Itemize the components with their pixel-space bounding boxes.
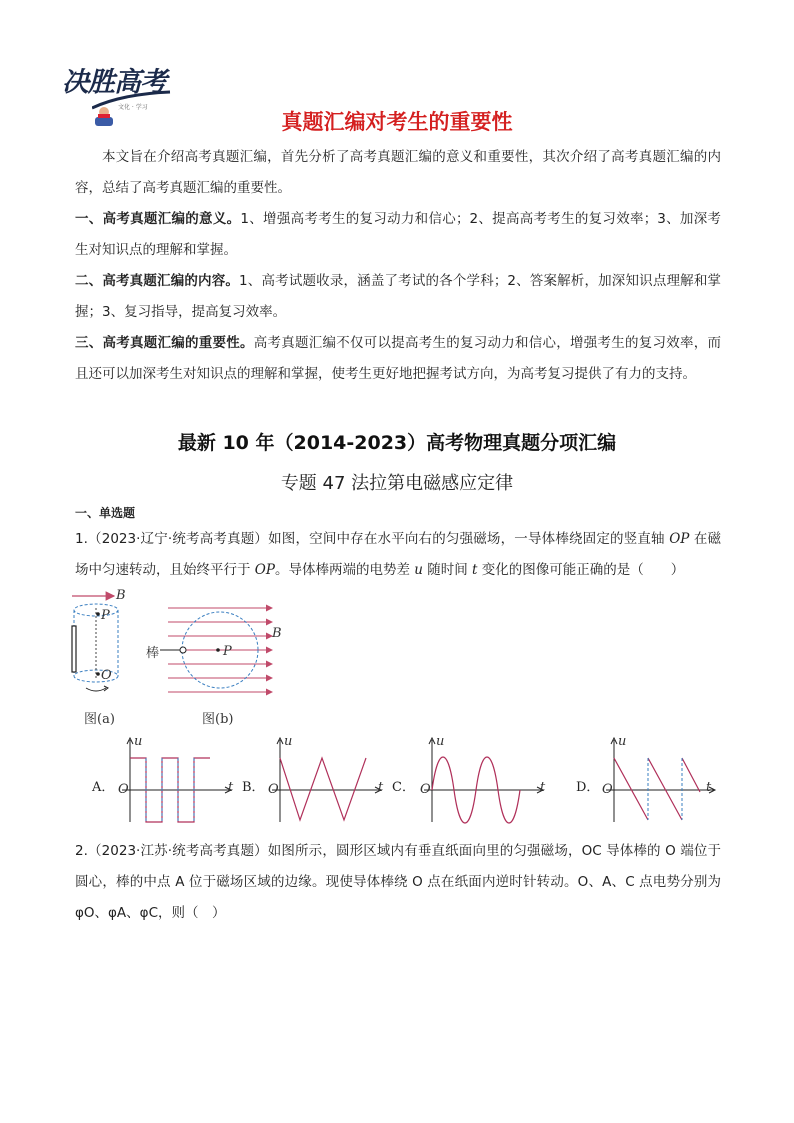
option-b-u: u [284, 734, 293, 749]
option-c-t: t [540, 780, 546, 795]
option-a-graph [112, 736, 236, 826]
point-3-head: 三、高考真题汇编的重要性。 [75, 335, 254, 351]
option-a-label[interactable]: A． [92, 780, 115, 795]
q1-text-c: 。导体棒两端的电势差 [274, 562, 415, 578]
q1-text-a: 1.（2023·辽宁·统考高考真题）如图，空间中存在水平向右的匀强磁场，一导体棒绕固定的竖直轴 [75, 531, 670, 547]
q1-op: OP [669, 531, 690, 547]
point-1-head: 一、高考真题汇编的意义。 [75, 211, 241, 227]
q1-text-b: 在磁场中匀速转动，且始终平行于 [75, 531, 722, 578]
q1-u: u [414, 562, 423, 578]
fig-b-B: B [272, 626, 282, 641]
fig-a-caption: 图(a) [84, 712, 115, 727]
q1-text-d: 随时间 [422, 562, 473, 578]
option-c-label[interactable]: C． [392, 780, 415, 795]
q2-text-1: 2.（2023·江苏·统考高考真题）如图所示，圆形区域内有垂直纸面向里的匀强磁场，OC 导体棒的 O 端位于圆心，棒的中点 A 位于磁场区域的边缘。现使导体棒绕 O 点在纸面内逆时针转动。O、A、C 点电势分别为 [75, 843, 721, 890]
fig-b-caption: 图(b) [202, 712, 234, 727]
point-3-body: 高考真题汇编不仅可以提高考生的复习动力和信心，增强考生的复习效率，而且还可以加深考生对知识点的理解和掌握，使考生更好地把握考试方向，为高考复习提供了有力的支持。 [75, 335, 721, 382]
option-a-o: O [118, 782, 129, 797]
option-a-t: t [228, 780, 234, 795]
option-b-t: t [378, 780, 384, 795]
intro-paragraph: 本文旨在介绍高考真题汇编，首先分析了高考真题汇编的意义和重要性，其次介绍了高考真题汇编的内容，总结了高考真题汇编的重要性。 [75, 149, 721, 196]
option-c-graph [414, 736, 548, 826]
fig-b-P: P [223, 644, 232, 659]
q1-t: t [472, 562, 478, 578]
q2-text-2: φO、φA、φC，则（ ） [75, 905, 226, 921]
option-a-u: u [134, 734, 143, 749]
option-d-t: t [706, 780, 712, 795]
main-title: 最新 10 年（2014-2023）高考物理真题分项汇编 [177, 432, 617, 454]
question-1 [75, 524, 721, 586]
point-3 [75, 328, 721, 390]
figure-a-cylinder [66, 588, 146, 700]
fig-a-P: P [101, 608, 110, 623]
option-d-u: u [618, 734, 627, 749]
logo-subtext: 文化 · 学习 [118, 104, 148, 111]
point-2 [75, 266, 721, 328]
sub-title: 专题 47 法拉第电磁感应定律 [280, 473, 514, 494]
option-b-o: O [268, 782, 279, 797]
point-2-head: 二、高考真题汇编的内容。 [75, 273, 240, 289]
logo-text: 决胜高考 [62, 67, 166, 98]
option-d-o: O [602, 782, 613, 797]
question-2 [75, 836, 721, 929]
figure-b-field [160, 600, 280, 700]
option-b-label[interactable]: B． [242, 780, 265, 795]
option-b-graph [262, 736, 386, 826]
point-1 [75, 204, 721, 266]
point-1-body: 1、增强高考考生的复习动力和信心；2、提高高考考生的复习效率；3、加深考生对知识点的理解和掌握。 [75, 211, 721, 258]
q1-text-e: 变化的图像可能正确的是（ ） [477, 562, 685, 578]
option-c-o: O [420, 782, 431, 797]
point-2-body: 1、高考试题收录，涵盖了考试的各个学科；2、答案解析，加深知识点理解和掌握；3、复习指导，提高复习效率。 [75, 273, 721, 320]
option-c-u: u [436, 734, 445, 749]
page-title: 真题汇编对考生的重要性 [281, 110, 513, 134]
q1-op2: OP [254, 562, 275, 578]
fig-a-B: B [116, 588, 126, 603]
fig-a-O: O [101, 668, 112, 683]
section-heading: 一、单选题 [75, 506, 136, 520]
fig-b-bang: 棒 [146, 646, 160, 661]
option-d-graph [596, 736, 720, 826]
option-d-label[interactable]: D． [576, 780, 600, 795]
